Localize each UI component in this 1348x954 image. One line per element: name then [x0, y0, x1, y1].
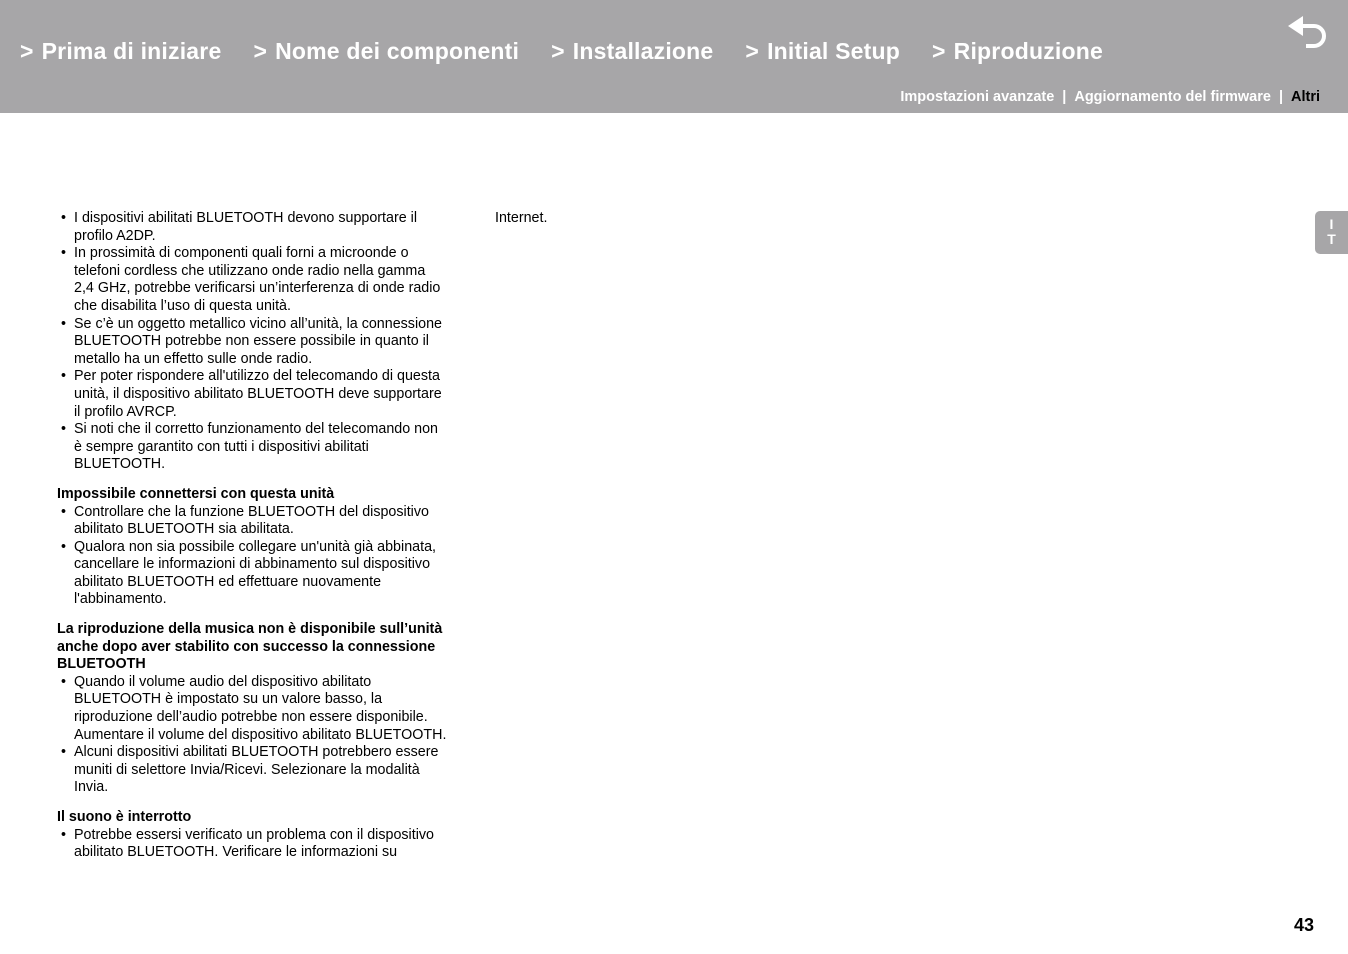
nav-initial-setup[interactable]: > Initial Setup — [745, 38, 901, 64]
subnav-separator: | — [1278, 89, 1283, 105]
list-item: • Potrebbe essersi verificato un problema con il dispositivo abilitato BLUETOOTH. Verificare le informazioni su — [57, 827, 449, 862]
subnav-separator: | — [1062, 89, 1067, 105]
list-item: • Controllare che la funzione BLUETOOTH del dispositivo abilitato BLUETOOTH sia abilitata. — [57, 504, 449, 539]
intro-bullet-list — [57, 210, 449, 474]
list-item: • In prossimità di componenti quali forni a microonde o telefoni cordless che utilizzano onde radio nella gamma 2,4 GHz, potrebbe verificarsi un’interferenza di onde radio che disabilita l’uso di questa unità. — [57, 245, 449, 315]
subnav-altri[interactable]: Altri — [1291, 89, 1320, 105]
sub-navigation — [900, 89, 1320, 105]
section-heading: Impossibile connettersi con questa unità — [57, 485, 335, 502]
list-item: • Qualora non sia possibile collegare un'unità già abbinata, cancellare le informazioni di abbinamento sul dispositivo abilitato BLUETOOTH ed effettuare nuovamente l'abbinamento. — [57, 539, 449, 609]
nav-riproduzione[interactable]: > Riproduzione — [932, 38, 1103, 64]
section-heading: Il suono è interrotto — [57, 809, 192, 825]
list-item: • Quando il volume audio del dispositivo abilitato BLUETOOTH è impostato su un valore basso, la riproduzione dell’audio potrebbe non essere disponibile. Aumentare il volume del dispositivo abilitato BLUETOOTH. — [57, 674, 449, 744]
section-bullet-list — [57, 504, 449, 610]
subnav-impostazioni-avanzate[interactable]: Impostazioni avanzate — [900, 89, 1055, 105]
section-nav — [20, 38, 1135, 65]
page-number: 43 — [1294, 915, 1315, 935]
nav-prima-di-iniziare[interactable]: > Prima di iniziare — [20, 38, 222, 64]
content-column-right — [495, 210, 887, 228]
language-tab[interactable]: I T — [1315, 211, 1348, 254]
continued-text: Internet. — [495, 210, 548, 226]
list-item: • Se c’è un oggetto metallico vicino all’unità, la connessione BLUETOOTH potrebbe non essere possibile in quanto il metallo ha un effetto sulle onde radio. — [57, 316, 449, 369]
list-item: • Si noti che il corretto funzionamento del telecomando non è sempre garantito con tutti i dispositivi abilitati BLUETOOTH. — [57, 421, 449, 474]
section-bullet-list — [57, 827, 449, 862]
list-item: • Per poter rispondere all'utilizzo del telecomando di questa unità, il dispositivo abilitato BLUETOOTH deve supportare il profilo AVRCP. — [57, 368, 449, 421]
nav-installazione[interactable]: > Installazione — [551, 38, 714, 64]
back-arrow-icon[interactable] — [1286, 14, 1330, 50]
content-column-left — [57, 210, 449, 862]
list-item: • I dispositivi abilitati BLUETOOTH devono supportare il profilo A2DP. — [57, 210, 449, 245]
section-bullet-list — [57, 674, 449, 797]
section-heading: La riproduzione della musica non è disponibile sull’unità anche dopo aver stabilito con successo la connessione BLUETOOTH — [57, 621, 443, 673]
nav-nome-dei-componenti[interactable]: > Nome dei componenti — [253, 38, 520, 64]
subnav-aggiornamento-firmware[interactable]: Aggiornamento del firmware — [1074, 89, 1271, 105]
list-item: • Alcuni dispositivi abilitati BLUETOOTH potrebbero essere muniti di selettore Invia/Ricevi. Selezionare la modalità Invia. — [57, 744, 449, 797]
top-navigation-bar — [0, 0, 1348, 113]
